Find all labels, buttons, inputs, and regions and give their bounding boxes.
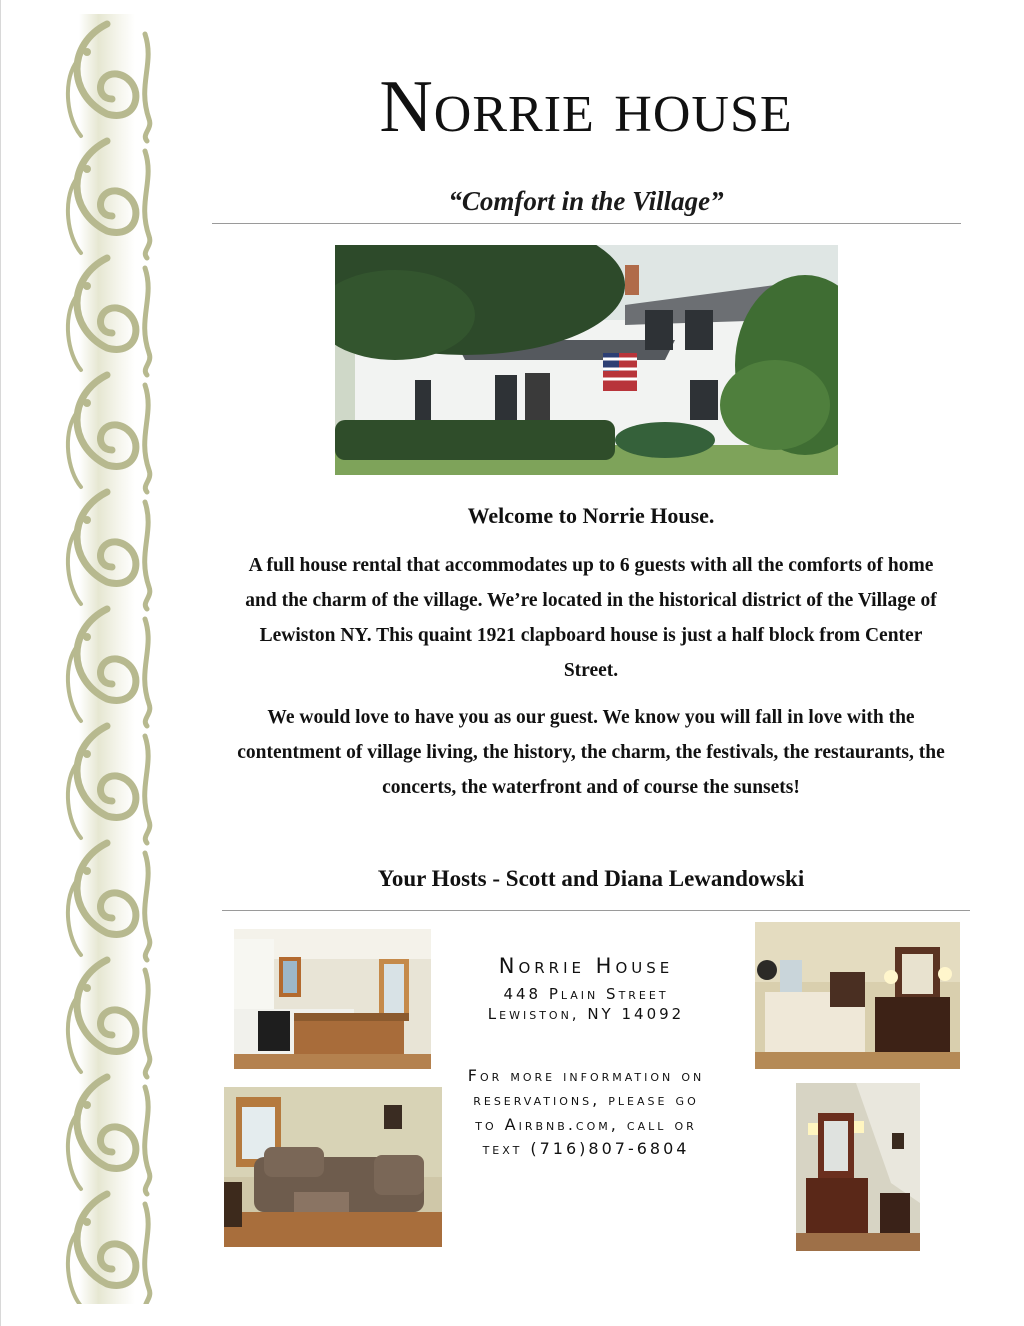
scroll-vine (145, 1087, 150, 1194)
hosts-line: Your Hosts - Scott and Diana Lewandowski (377, 866, 805, 891)
ornamental-border (57, 14, 157, 1304)
scroll-vine (145, 619, 150, 726)
scroll-vine (145, 1204, 150, 1304)
scroll-vine (145, 502, 150, 609)
kitchen-photo (234, 929, 431, 1069)
scroll-dot (83, 750, 91, 758)
scroll-dot (83, 1101, 91, 1109)
page-title: Norrie house (379, 66, 793, 148)
scroll-vine (145, 151, 150, 258)
welcome-heading: Welcome to Norrie House. (467, 503, 715, 528)
living-room-photo (224, 1087, 442, 1247)
contact-address (461, 984, 711, 1024)
scroll-vine (145, 268, 150, 375)
reservation-info: For more information on reservations, please go to Airbnb.com, call or text (716)807-6804 (467, 1066, 705, 1159)
scroll-vine (145, 385, 150, 492)
house-exterior-photo (335, 245, 838, 475)
scroll-dot (83, 165, 91, 173)
scroll-dot (83, 516, 91, 524)
scroll-vine (145, 736, 150, 843)
scroll-dot (83, 399, 91, 407)
scroll-vine (145, 34, 150, 141)
dresser-photo (796, 1083, 920, 1251)
bedroom-photo (755, 922, 960, 1069)
scroll-dot (83, 1218, 91, 1226)
contact-name: Norrie House (498, 954, 674, 978)
middle-divider (222, 910, 970, 911)
description-paragraph: A full house rental that accommodates up to 6 guests with all the comforts of home and the charm of the village. We’re located in the historical district of the Village of Lewiston NY. This quaint 1921 clapboard house is just a half block from Center Street. (245, 555, 937, 681)
scroll-dot (83, 867, 91, 875)
address-street: 448 Plain Street (503, 985, 669, 1003)
invitation-paragraph: We would love to have you as our guest. We know you will fall in love with the contentment of village living, the history, the charm, the festivals, the restaurants, the concerts, the waterfront and of course the sunsets! (237, 707, 945, 798)
scroll-dot (83, 633, 91, 641)
scroll-dot (83, 984, 91, 992)
scroll-vine (145, 853, 150, 960)
address-city: Lewiston, NY 14092 (487, 1005, 685, 1023)
top-divider (212, 223, 961, 224)
scroll-dot (83, 282, 91, 290)
scroll-dot (83, 48, 91, 56)
scroll-vine (145, 970, 150, 1077)
tagline: “Comfort in the Village” (448, 186, 724, 216)
